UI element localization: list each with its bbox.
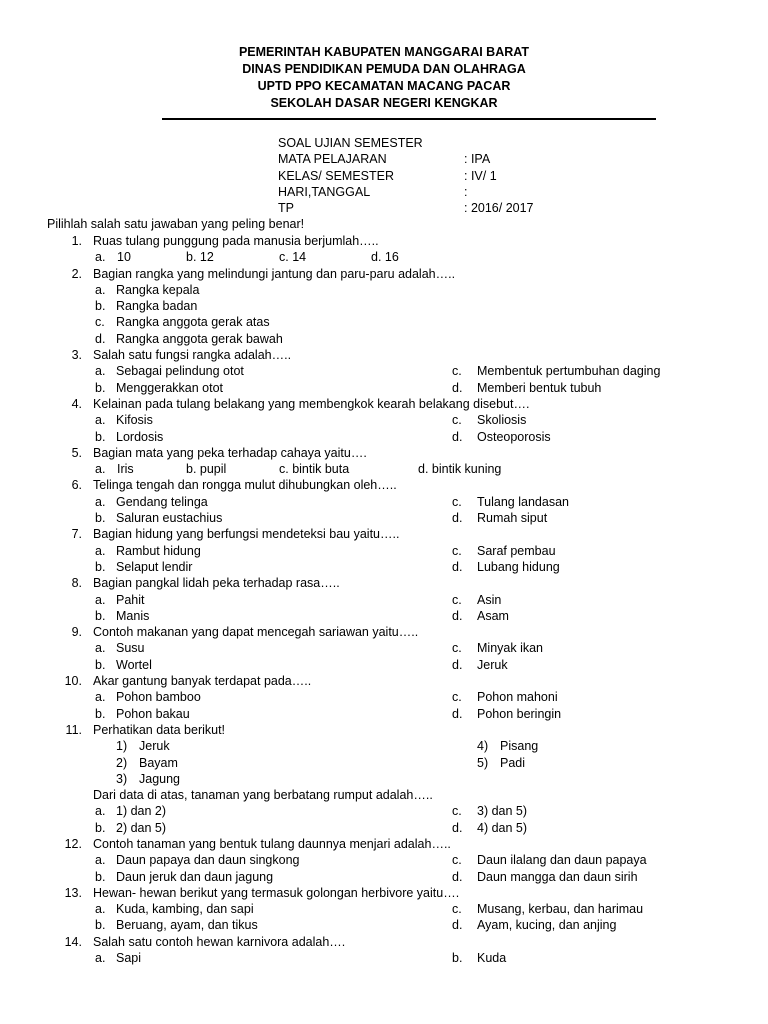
option-text: Rumah siput (477, 511, 548, 526)
option-letter: b. (95, 820, 106, 835)
field-value: : 2016/ 2017 (464, 201, 534, 216)
option-letter: b. (95, 559, 106, 574)
option-text: Iris (117, 462, 134, 477)
option-letter: c. (452, 641, 462, 656)
option-letter: b. (95, 299, 106, 314)
option-letter: c. (452, 543, 462, 558)
question-text: Perhatikan data berikut! (93, 722, 226, 737)
question-number: 12. (64, 836, 82, 851)
question-7 (0, 526, 768, 542)
question-10 (0, 673, 768, 689)
option-text: Sapi (116, 951, 142, 966)
data-text: Jagung (139, 771, 181, 786)
option-letter: d. (452, 869, 463, 884)
question-6 (0, 477, 768, 493)
question-number: 3. (71, 348, 82, 363)
option-letter: a. (95, 413, 106, 428)
answer-option-row (0, 820, 768, 836)
question-4 (0, 396, 768, 412)
option-text: Daun mangga dan daun sirih (477, 869, 638, 884)
sub-question (0, 787, 768, 803)
data-text: Padi (500, 755, 526, 770)
question-number: 14. (64, 934, 82, 949)
option-text: Asin (477, 592, 502, 607)
option-text: Saraf pembau (477, 543, 556, 558)
option-letter: d. (452, 511, 463, 526)
option-text: Rangka badan (116, 299, 198, 314)
option-text: Tulang landasan (477, 494, 569, 509)
option-text: c. 14 (279, 250, 307, 265)
question-14 (0, 934, 768, 950)
data-row (0, 738, 768, 754)
option-letter: d. (95, 331, 106, 346)
option-text: Beruang, ayam, dan tikus (116, 918, 258, 933)
exam-field (278, 184, 678, 200)
option-letter: b. (95, 608, 106, 623)
data-row (0, 755, 768, 771)
option-text: Pohon beringin (477, 706, 562, 721)
exam-info (278, 135, 678, 216)
option-text: Pahit (116, 592, 145, 607)
option-letter: d. (452, 706, 463, 721)
data-number: 2) (116, 755, 128, 770)
option-letter: a. (95, 462, 106, 477)
school-header (0, 44, 768, 112)
question-1 (0, 233, 768, 249)
answer-option-row (0, 363, 768, 379)
option-letter: a. (95, 543, 106, 558)
option-letter: c. (452, 853, 462, 868)
option-text: Menggerakkan otot (116, 380, 224, 395)
option-text: Kuda (477, 951, 507, 966)
question-text: Contoh makanan yang dapat mencegah sariawan yaitu….. (93, 625, 419, 640)
option-letter: d. (452, 559, 463, 574)
question-number: 10. (64, 674, 82, 689)
answer-option-row (0, 657, 768, 673)
field-label: TP (278, 201, 294, 216)
option-letter: b. (452, 951, 463, 966)
option-text: Ayam, kucing, dan anjing (477, 918, 617, 933)
question-text: Bagian mata yang peka terhadap cahaya yaitu…. (93, 445, 367, 460)
option-letter: c. (452, 364, 462, 379)
option-letter: b. (95, 706, 106, 721)
data-number: 1) (116, 739, 128, 754)
option-letter: b. (95, 511, 106, 526)
option-text: c. bintik buta (279, 462, 350, 477)
option-letter: b. (95, 869, 106, 884)
data-row (0, 771, 768, 787)
question-text: Hewan- hewan berikut yang termasuk golongan herbivore yaitu…. (93, 885, 460, 900)
option-text: Gendang telinga (116, 494, 208, 509)
answer-option-row (0, 852, 768, 868)
field-value: : (464, 184, 468, 199)
option-letter: d. (452, 608, 463, 623)
option-letter: b. (95, 380, 106, 395)
option-letter: c. (452, 494, 462, 509)
answer-options-inline (0, 249, 768, 265)
option-text: Skoliosis (477, 413, 527, 428)
option-letter: d. (452, 918, 463, 933)
question-text: Akar gantung banyak terdapat pada….. (93, 674, 312, 689)
data-number: 3) (116, 771, 128, 786)
answer-option-row (0, 901, 768, 917)
data-number: 5) (477, 755, 489, 770)
question-text: Salah satu contoh hewan karnivora adalah…. (93, 934, 346, 949)
option-letter: c. (452, 592, 462, 607)
question-text: Ruas tulang punggung pada manusia berjumlah….. (93, 234, 379, 248)
question-text: Bagian rangka yang melindungi jantung dan paru-paru adalah….. (93, 266, 456, 281)
option-text: Kuda, kambing, dan sapi (116, 902, 254, 917)
answer-option (0, 314, 768, 330)
data-text: Bayam (139, 755, 178, 770)
header-line-3: UPTD PPO KECAMATAN MACANG PACAR (257, 79, 511, 93)
question-text: Dari data di atas, tanaman yang berbatang rumput adalah….. (93, 788, 433, 803)
answer-option (0, 282, 768, 298)
option-letter: b. (95, 429, 106, 444)
option-letter: c. (452, 804, 462, 819)
question-number: 4. (71, 396, 82, 411)
answer-option-row (0, 510, 768, 526)
option-letter: d. (452, 429, 463, 444)
question-13 (0, 885, 768, 901)
option-text: 1) dan 2) (116, 804, 167, 819)
header-line-1: PEMERINTAH KABUPATEN MANGGARAI BARAT (238, 45, 530, 59)
option-text: Selaput lendir (116, 559, 193, 574)
option-text: Rangka anggota gerak atas (116, 315, 270, 330)
option-text: Pohon bamboo (116, 690, 201, 705)
option-text: d. bintik kuning (418, 462, 502, 477)
option-text: Rangka kepala (116, 282, 200, 297)
option-text: Minyak ikan (477, 641, 543, 656)
answer-option-row (0, 543, 768, 559)
header-line-4: SEKOLAH DASAR NEGERI KENGKAR (270, 96, 498, 110)
option-text: Osteoporosis (477, 429, 551, 444)
question-text: Contoh tanaman yang bentuk tulang daunnya menjari adalah….. (93, 836, 451, 851)
question-text: Salah satu fungsi rangka adalah….. (93, 348, 292, 363)
option-text: b. pupil (186, 462, 227, 477)
option-text: Rambut hidung (116, 543, 201, 558)
field-value: : IPA (464, 152, 491, 167)
option-text: 2) dan 5) (116, 820, 167, 835)
field-value: : IV/ 1 (464, 168, 497, 183)
option-text: d. 16 (371, 250, 399, 265)
answer-option-row (0, 559, 768, 575)
option-letter: a. (95, 853, 106, 868)
answer-option-row (0, 706, 768, 722)
answer-option-row (0, 803, 768, 819)
option-letter: a. (95, 250, 106, 265)
question-number: 6. (71, 478, 82, 493)
exam-title: SOAL UJIAN SEMESTER (278, 136, 423, 150)
question-text: Bagian pangkal lidah peka terhadap rasa….. (93, 576, 340, 591)
option-text: Membentuk pertumbuhan daging (477, 364, 661, 379)
answer-option-row (0, 917, 768, 933)
question-number: 2. (71, 266, 82, 281)
option-text: 4) dan 5) (477, 820, 528, 835)
option-text: Kifosis (116, 413, 153, 428)
option-letter: c. (452, 690, 462, 705)
option-letter: a. (95, 641, 106, 656)
answer-option-row (0, 429, 768, 445)
exam-field (278, 151, 678, 167)
exam-field (278, 168, 678, 184)
exam-field (278, 200, 678, 216)
option-text: Daun ilalang dan daun papaya (477, 853, 647, 868)
question-text: Kelainan pada tulang belakang yang membengkok kearah belakang disebut…. (93, 396, 530, 411)
option-letter: c. (452, 413, 462, 428)
answer-option-row (0, 380, 768, 396)
option-letter: d. (452, 820, 463, 835)
option-letter: c. (452, 902, 462, 917)
question-11 (0, 722, 768, 738)
question-5 (0, 445, 768, 461)
field-label: KELAS/ SEMESTER (278, 168, 395, 183)
question-3 (0, 347, 768, 363)
question-number: 8. (71, 576, 82, 591)
answer-option-row (0, 494, 768, 510)
option-text: 3) dan 5) (477, 804, 528, 819)
question-number: 7. (71, 527, 82, 542)
option-text: Asam (477, 608, 509, 623)
question-8 (0, 575, 768, 591)
option-text: 10 (117, 250, 131, 265)
question-2 (0, 266, 768, 282)
option-text: Wortel (116, 657, 152, 672)
answer-options-inline (0, 461, 768, 477)
option-text: Susu (116, 641, 145, 656)
option-text: Lubang hidung (477, 559, 560, 574)
option-text: Memberi bentuk tubuh (477, 380, 602, 395)
header-divider (162, 118, 656, 120)
question-number: 9. (71, 625, 82, 640)
question-text: Bagian hidung yang berfungsi mendeteksi bau yaitu….. (93, 527, 400, 542)
option-text: Rangka anggota gerak bawah (116, 331, 283, 346)
answer-option-row (0, 950, 768, 966)
data-number: 4) (477, 739, 489, 754)
option-text: Pohon mahoni (477, 690, 558, 705)
question-text: Telinga tengah dan rongga mulut dihubungkan oleh….. (93, 478, 397, 493)
answer-option (0, 331, 768, 347)
option-letter: b. (95, 657, 106, 672)
question-9 (0, 624, 768, 640)
option-text: Musang, kerbau, dan harimau (477, 902, 644, 917)
option-letter: a. (95, 690, 106, 705)
option-letter: a. (95, 592, 106, 607)
question-12 (0, 836, 768, 852)
answer-option-row (0, 412, 768, 428)
option-letter: a. (95, 282, 106, 297)
option-text: Daun jeruk dan daun jagung (116, 869, 274, 884)
answer-option-row (0, 869, 768, 885)
option-letter: a. (95, 364, 106, 379)
option-text: Manis (116, 608, 150, 623)
instruction: Pilihlah salah satu jawaban yang peling benar! (47, 217, 305, 231)
option-text: Sebagai pelindung otot (116, 364, 244, 379)
data-text: Jeruk (139, 739, 170, 754)
option-text: Saluran eustachius (116, 511, 223, 526)
question-list (0, 233, 768, 966)
option-letter: a. (95, 804, 106, 819)
question-number: 1. (71, 234, 82, 248)
answer-option-row (0, 608, 768, 624)
option-text: Jeruk (477, 657, 508, 672)
data-text: Pisang (500, 739, 539, 754)
option-text: b. 12 (186, 250, 214, 265)
field-label: HARI,TANGGAL (278, 184, 371, 199)
header-line-2: DINAS PENDIDIKAN PEMUDA DAN OLAHRAGA (242, 62, 526, 76)
option-letter: d. (452, 657, 463, 672)
option-text: Lordosis (116, 429, 164, 444)
answer-option-row (0, 640, 768, 656)
answer-option-row (0, 592, 768, 608)
option-letter: d. (452, 380, 463, 395)
question-number: 5. (71, 445, 82, 460)
question-number: 11. (65, 722, 82, 737)
option-letter: a. (95, 951, 106, 966)
option-letter: a. (95, 494, 106, 509)
answer-option-row (0, 689, 768, 705)
field-label: MATA PELAJARAN (278, 152, 387, 167)
question-number: 13. (64, 885, 82, 900)
answer-option (0, 298, 768, 314)
option-letter: c. (95, 315, 105, 330)
option-text: Pohon bakau (116, 706, 190, 721)
option-text: Daun papaya dan daun singkong (116, 853, 300, 868)
option-letter: b. (95, 918, 106, 933)
option-letter: a. (95, 902, 106, 917)
